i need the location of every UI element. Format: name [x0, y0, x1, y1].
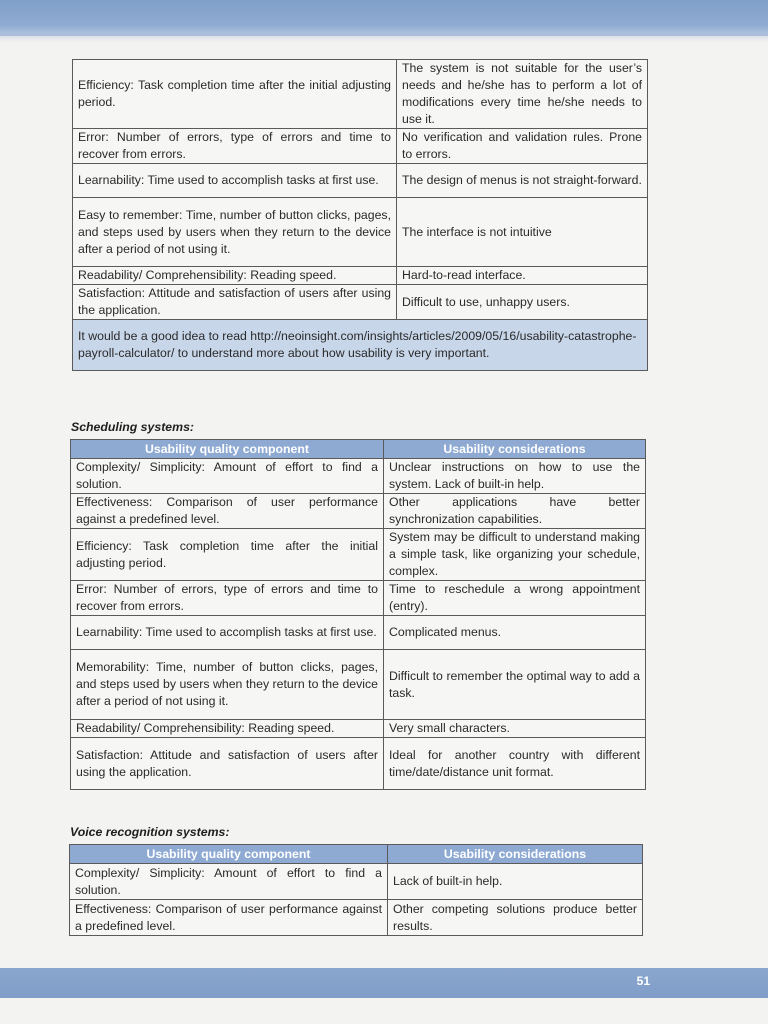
header-component: Usability quality component: [71, 440, 384, 459]
consideration-cell: Time to reschedule a wrong appointment (entry).: [384, 581, 646, 616]
table-row: [71, 459, 646, 494]
component-cell: Effectiveness: Comparison of user performance against a predefined level.: [71, 494, 384, 529]
consideration-cell: No verification and validation rules. Prone to errors.: [397, 129, 648, 164]
table-row: [73, 198, 648, 267]
header-consideration: Usability considerations: [388, 845, 643, 864]
top-header-band: [0, 0, 768, 36]
component-cell: Efficiency: Task completion time after the initial adjusting period.: [71, 529, 384, 581]
consideration-cell: The system is not suitable for the user’s needs and he/she has to perform a lot of modifications every time he/she needs to use it.: [397, 60, 648, 129]
continued-usability-table: [72, 59, 648, 371]
component-cell: Satisfaction: Attitude and satisfaction of users after using the application.: [73, 285, 397, 320]
table-header-row: [70, 845, 643, 864]
component-cell: Error: Number of errors, type of errors and time to recover from errors.: [71, 581, 384, 616]
component-cell: Memorability: Time, number of button clicks, pages, and steps used by users when they return to the device after a period of not using it.: [71, 650, 384, 720]
consideration-cell: Ideal for another country with different time/date/distance unit format.: [384, 738, 646, 790]
component-cell: Learnability: Time used to accomplish tasks at first use.: [73, 164, 397, 198]
table-row: [71, 720, 646, 738]
consideration-cell: The interface is not intuitive: [397, 198, 648, 267]
note-row: [73, 320, 648, 371]
table-row: [71, 529, 646, 581]
consideration-cell: Very small characters.: [384, 720, 646, 738]
consideration-cell: The design of menus is not straight-forward.: [397, 164, 648, 198]
component-cell: Satisfaction: Attitude and satisfaction of users after using the application.: [71, 738, 384, 790]
scheduling-table: [70, 439, 646, 790]
table-row: [70, 864, 643, 900]
component-cell: Error: Number of errors, type of errors and time to recover from errors.: [73, 129, 397, 164]
section-title-scheduling: Scheduling systems:: [71, 420, 195, 434]
component-cell: Complexity/ Simplicity: Amount of effort to find a solution.: [71, 459, 384, 494]
consideration-cell: Other applications have better synchronization capabilities.: [384, 494, 646, 529]
voice-recognition-table: [69, 844, 643, 936]
consideration-cell: Hard-to-read interface.: [397, 267, 648, 285]
table-row: [73, 267, 648, 285]
table-row: [71, 738, 646, 790]
table-row: [73, 164, 648, 198]
table-row: [71, 494, 646, 529]
consideration-cell: System may be difficult to understand making a simple task, like organizing your schedule, complex.: [384, 529, 646, 581]
consideration-cell: Other competing solutions produce better results.: [388, 900, 643, 936]
table-row: [71, 581, 646, 616]
table-header-row: [71, 440, 646, 459]
reading-note: It would be a good idea to read http://neoinsight.com/insights/articles/2009/05/16/usability-catastrophe-payroll-calculator/ to understand more about how usability is very important.: [73, 320, 648, 371]
component-cell: Efficiency: Task completion time after the initial adjusting period.: [73, 60, 397, 129]
table-row: [73, 60, 648, 129]
consideration-cell: Unclear instructions on how to use the system. Lack of built-in help.: [384, 459, 646, 494]
consideration-cell: Difficult to use, unhappy users.: [397, 285, 648, 320]
page-number: 51: [636, 974, 650, 988]
component-cell: Effectiveness: Comparison of user performance against a predefined level.: [70, 900, 388, 936]
consideration-cell: Complicated menus.: [384, 616, 646, 650]
component-cell: Complexity/ Simplicity: Amount of effort to find a solution.: [70, 864, 388, 900]
footer-band: [0, 968, 768, 998]
table-row: [70, 900, 643, 936]
header-component: Usability quality component: [70, 845, 388, 864]
table-row: [73, 129, 648, 164]
table-row: [71, 616, 646, 650]
header-consideration: Usability considerations: [384, 440, 646, 459]
table-row: [71, 650, 646, 720]
section-title-voice: Voice recognition systems:: [70, 825, 230, 839]
table-row: [73, 285, 648, 320]
component-cell: Learnability: Time used to accomplish tasks at first use.: [71, 616, 384, 650]
consideration-cell: Lack of built-in help.: [388, 864, 643, 900]
component-cell: Easy to remember: Time, number of button clicks, pages, and steps used by users when they return to the device after a period of not using it.: [73, 198, 397, 267]
component-cell: Readability/ Comprehensibility: Reading speed.: [73, 267, 397, 285]
consideration-cell: Difficult to remember the optimal way to add a task.: [384, 650, 646, 720]
component-cell: Readability/ Comprehensibility: Reading speed.: [71, 720, 384, 738]
